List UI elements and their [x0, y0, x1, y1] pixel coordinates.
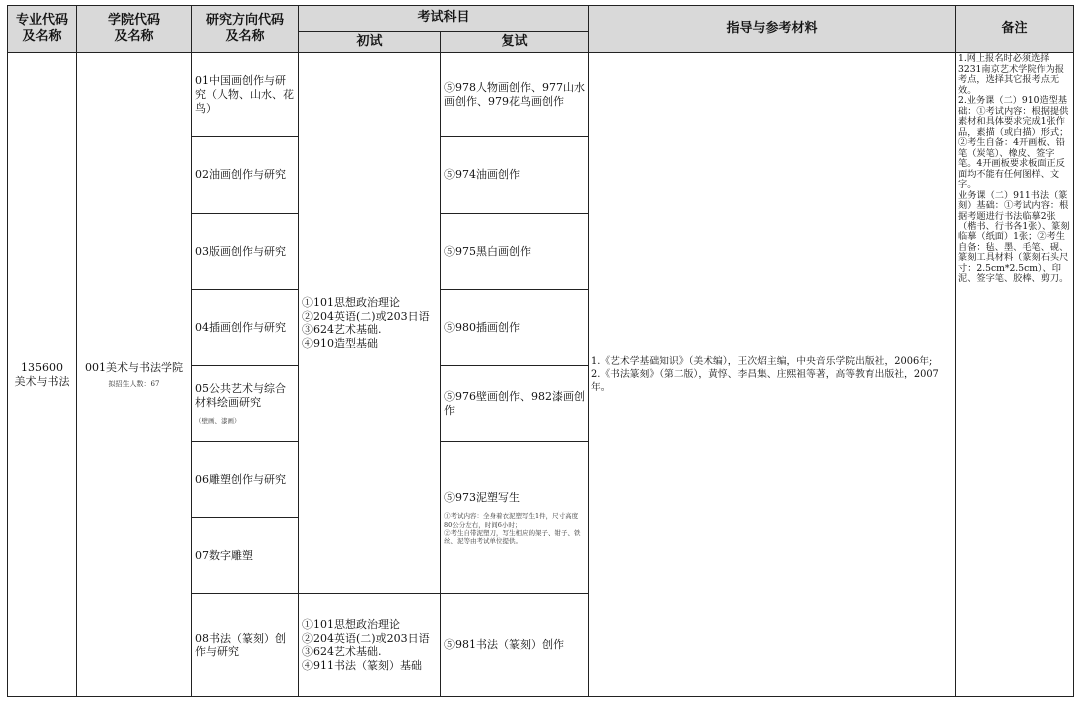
retest-05: ⑤976壁画创作、982漆画创作	[441, 366, 589, 442]
initial-exam-subjects: ①101思想政治理论 ②204英语(二)或203日语 ③624艺术基础. ④910造型基础	[299, 53, 441, 594]
direction-02: 02油画创作与研究	[192, 137, 299, 214]
admission-table	[7, 5, 1074, 697]
direction-label: 05公共艺术与综合材料绘画研究	[195, 381, 286, 409]
retest-note: ①考试内容：全身着衣泥塑写生1件，尺寸高度80公分左右，时间6小时； ②考生自带泥塑刀，写生相应的架子、钳子、铁丝、泥等由考试单位提供。	[444, 512, 581, 545]
header-remarks: 备注	[956, 6, 1074, 53]
retest-label: ⑤973泥塑写生	[444, 490, 520, 504]
retest-03: ⑤975黑白画创作	[441, 214, 589, 290]
retest-04: ⑤980插画创作	[441, 290, 589, 366]
header-materials: 指导与参考材料	[589, 6, 956, 53]
retest-06-07	[441, 442, 589, 594]
direction-08: 08书法（篆刻）创作与研究	[192, 594, 299, 697]
catalog-page	[7, 5, 1073, 697]
direction-05	[192, 366, 299, 442]
direction-note: （壁画、漆画）	[195, 417, 241, 426]
initial-exam-subjects-08: ①101思想政治理论 ②204英语(二)或203日语 ③624艺术基础. ④911书法（篆刻）基础	[299, 594, 441, 697]
reference-materials: 1.《艺术学基础知识》（美术编），王次炤主编，中央音乐学院出版社，2006年; 2.《书法篆刻》（第二版），黄惇、李昌集、庄熙祖等著，高等教育出版社，2007年。	[589, 53, 956, 697]
remarks-text: 1.网上报名时必须选择3231南京艺术学院作为报考点，选择其它报考点无效。 2.业务课（二）910造型基础：①考试内容：根据提供素材和具体要求完成1张作品，素描（或白描）形式；②考生自备：4开画板、铅笔（炭笔）、橡皮、签字笔。4开画板要求板面正反面均不能有任何图样、文字。 业务课（二）911书法（篆刻）基础：①考试内容：根据考题进行书法临摹2张（楷书、行书各1张）、篆刻临摹（纸面）1张；②考生自备：毡、墨、毛笔、砚、篆刻工具材料（篆刻石头尺寸：2.5cm*2.5cm）、印泥、签字笔、胶棒、剪刀。	[956, 53, 1074, 697]
direction-06: 06雕塑创作与研究	[192, 442, 299, 518]
header-college: 学院代码 及名称	[77, 6, 192, 53]
college-name: 001美术与书法学院	[85, 360, 183, 374]
direction-label: 01中国画创作与研究（人物、山水、花鸟）	[195, 74, 294, 115]
major-name: 美术与书法	[14, 374, 70, 388]
retest-02: ⑤974油画创作	[441, 137, 589, 214]
college-cell	[77, 53, 192, 697]
header-exam-subjects: 考试科目	[299, 6, 589, 32]
header-direction: 研究方向代码 及名称	[192, 6, 299, 53]
direction-04: 04插画创作与研究	[192, 290, 299, 366]
direction-03: 03版画创作与研究	[192, 214, 299, 290]
direction-01	[192, 53, 299, 137]
enrollment-count: 拟招生人数：67	[108, 380, 160, 389]
major-cell	[8, 53, 77, 697]
retest-08: ⑤981书法（篆刻）创作	[441, 594, 589, 697]
retest-01: ⑤978人物画创作、977山水画创作、979花鸟画创作	[441, 53, 589, 137]
header-initial-exam: 初试	[299, 32, 441, 53]
major-code: 135600	[21, 361, 63, 374]
direction-07: 07数字雕塑	[192, 518, 299, 594]
header-retest: 复试	[441, 32, 589, 53]
header-major: 专业代码 及名称	[8, 6, 77, 53]
